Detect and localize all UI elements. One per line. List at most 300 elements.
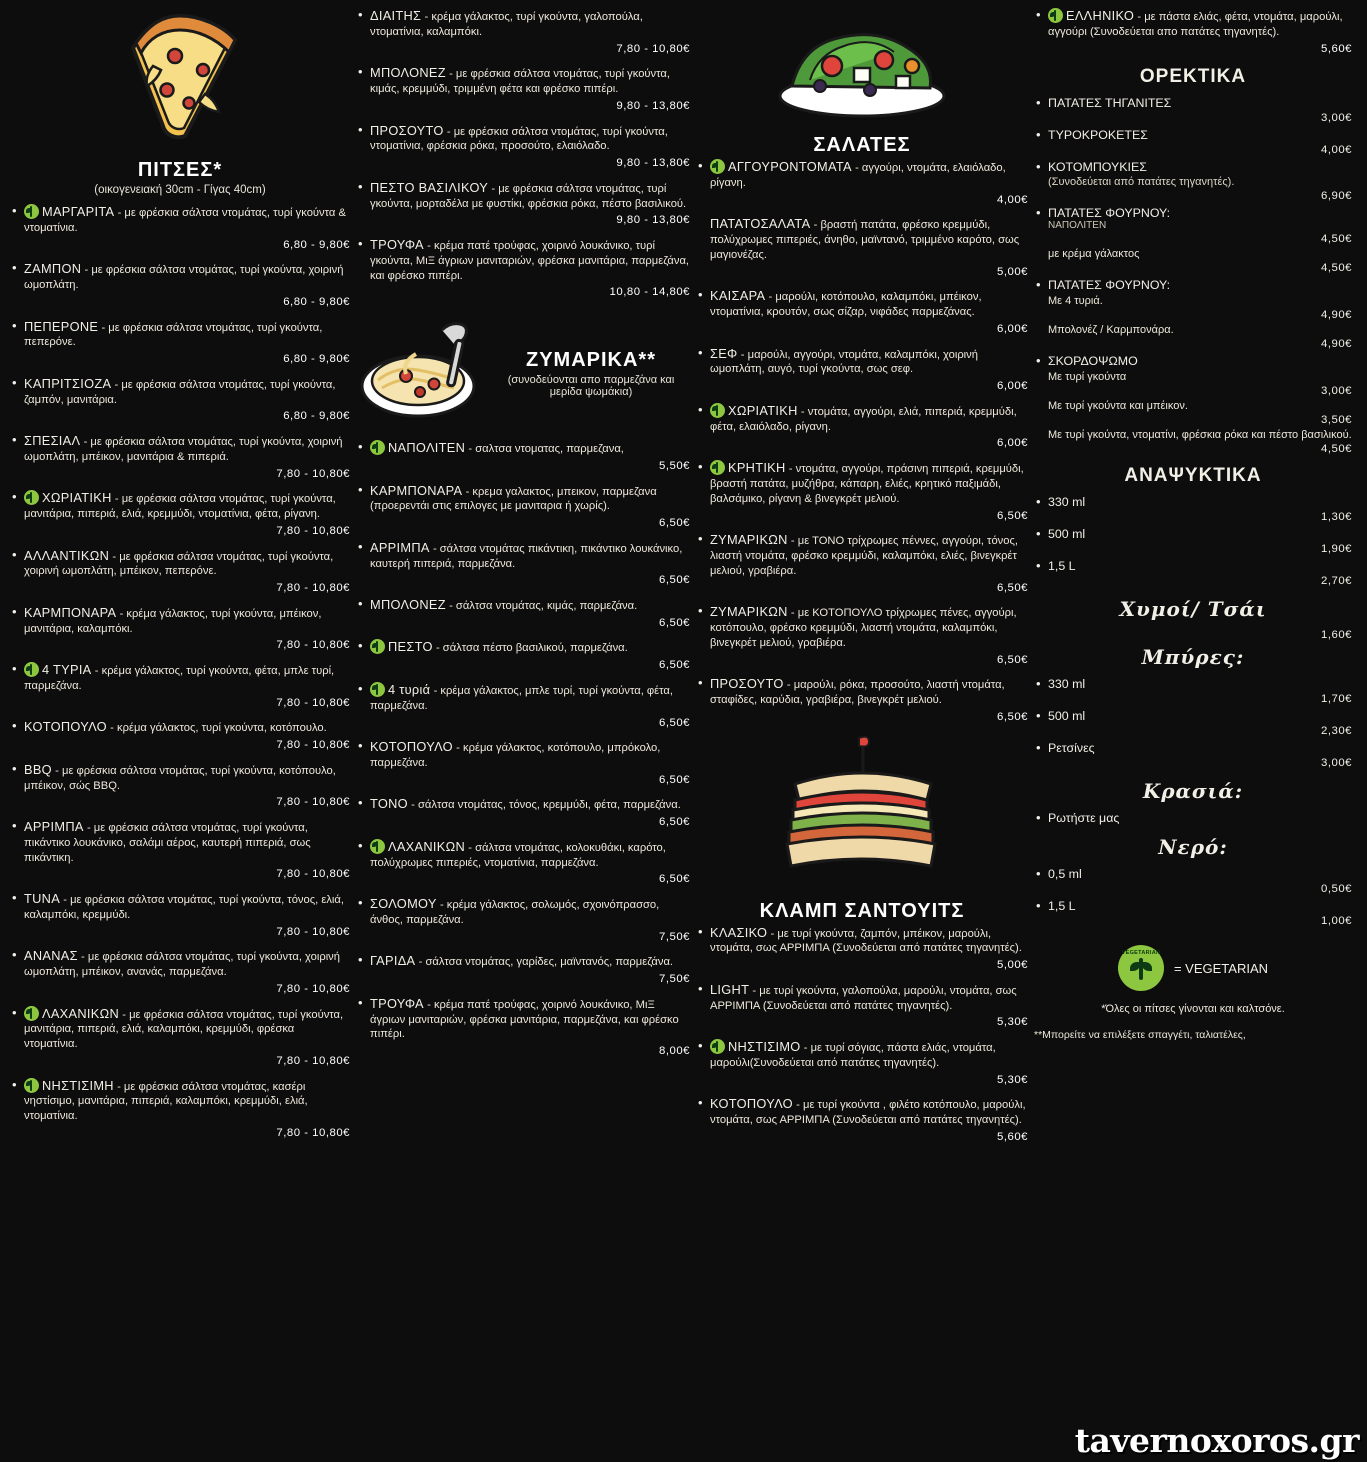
menu-item-description: - με φρέσκια σάλτσα ντομάτας, τυρί γκούντα, χοιρινή ωμοπλάτη, μπέικον, ανανάς, παρμεζάνα. [24, 951, 340, 979]
menu-item-description: - με φρέσκια σάλτσα ντομάτας, τυρί γκούντα, μανιτάρια, πιπεριά, ελιά, καλαμπόκι, κρεμμύδι, φρέσκα ντοματίνια. [24, 1008, 344, 1051]
menu-item-description: - με πάστα ελιάς, φέτα, ντομάτα, μαρούλι, αγγούρι (Συνοδεύεται απο πατάτες τηγανητές). [1048, 11, 1343, 38]
menu-item-name: 500 ml [1048, 527, 1086, 542]
menu-item-name: 4 τυριά [388, 681, 431, 697]
menu-item-description: - με φρέσκια σάλτσα ντομάτας, τυρί γκούντα, χοιρινή ωμοπλάτη, μπέικον, μανιτάρια & πιπεριά. [24, 436, 343, 463]
vegetarian-icon [24, 490, 39, 505]
menu-item-name: ΤΥΡΟΚΡΟΚΕΤΕΣ [1048, 128, 1148, 143]
menu-item-description: - μαρούλι, κοτόπουλο, καλαμπόκι, μπέικον, ντοματίνια, κρουτόν, σως σίζαρ, νιφάδες παρμεζάνας. [710, 291, 982, 319]
menu-item [10, 891, 350, 939]
menu-item-name: ΠΡΟΣΟΥΤΟ [370, 122, 444, 138]
menu-item-price: 7,80 - 10,80€ [276, 739, 350, 752]
pizzas-list-cont [356, 8, 690, 300]
menu-item [696, 159, 1028, 207]
menu-item-price: 6,80 - 9,80€ [283, 410, 350, 423]
vegetarian-badge-caption: VEGETARIAN [1121, 950, 1161, 957]
menu-item [1034, 160, 1352, 202]
menu-item [356, 237, 690, 300]
menu-item-description: - με φρέσκια σάλτσα ντομάτας, τυρί γκούντα, ντοματίνια, φρέσκια ρόκα, προσούτο, ελαιόλαδο. [370, 125, 668, 153]
menu-item-name: 330 ml [1048, 677, 1086, 692]
menu-item [1034, 811, 1352, 825]
menu-item [10, 762, 350, 810]
menu-item-name: ΚΟΤΟΜΠΟΥΚΙΕΣ [1048, 160, 1147, 175]
menu-item-name: ΠΑΤΑΤΕΣ ΤΗΓΑΝΙΤΕΣ [1048, 96, 1172, 111]
menu-item [10, 662, 350, 710]
menu-item-description: - με φρέσκια σάλτσα ντομάτας, τυρί γκούντα, κοτόπουλο, μπέικον, σώς BBQ. [24, 764, 336, 792]
salads-title: ΣΑΛΑΤΕΣ [813, 134, 911, 156]
menu-item-description: - μαρούλι, ρόκα, προσούτο, λιαστή ντομάτα, σταφίδες, καρύδια, γραβιέρα, βινεγκρέτ μελιού. [710, 679, 1005, 707]
menu-item-price: 7,50€ [658, 930, 690, 943]
menu-item-price: 4,90€ [1320, 338, 1352, 351]
menu-item [10, 261, 350, 309]
pasta-footnote: **Μπορείτε να επιλέξετε σπαγγέτι, ταλιατέλες, [1034, 1029, 1246, 1042]
menu-item-name: ΠΑΤΑΤΕΣ ΦΟΥΡΝΟΥ: [1048, 206, 1171, 221]
menu-item-price: 7,80 - 10,80€ [276, 925, 350, 938]
wines-list [1034, 811, 1352, 825]
menu-item [1034, 559, 1352, 587]
menu-item [356, 739, 690, 787]
menu-item [10, 819, 350, 882]
menu-item [1034, 128, 1352, 156]
menu-item-name: 500 ml [1048, 709, 1086, 724]
menu-item-price: 8,00€ [658, 1045, 690, 1058]
vegetarian-icon [710, 403, 725, 418]
menu-item-name: LIGHT [710, 981, 750, 997]
menu-item-price: 6,50€ [658, 816, 690, 829]
menu-item-name: ΚΑΠΡΙΤΣΙΟΖΑ [24, 375, 112, 391]
menu-item-name: ΑΝΑΝΑΣ [24, 948, 78, 964]
menu-item [10, 490, 350, 538]
pasta-title: ΖΥΜΑΡΙΚΑ** [525, 348, 656, 371]
menu-item-price: 6,50€ [658, 716, 690, 729]
menu-item [356, 8, 690, 56]
menu-item-price: 7,80 - 10,80€ [276, 524, 350, 537]
vegetarian-icon [24, 204, 39, 219]
menu-item-price: 1,90€ [1320, 543, 1352, 556]
menu-item [696, 460, 1028, 523]
vegetarian-badge-icon [1118, 945, 1164, 991]
pizza-illustration [10, 8, 350, 153]
menu-item [1034, 527, 1352, 555]
menu-item-name: TUNA [24, 891, 61, 906]
menu-item [10, 204, 350, 252]
pasta-list [356, 440, 690, 1059]
menu-item-name: ΣΚΟΡΔΟΨΩΜΟ [1048, 354, 1138, 369]
pizza-footnote: *Όλες οι πίτσες γίνονται και καλτσόνε. [1101, 1003, 1285, 1016]
menu-item-description: - κρέμα γάλακτος, τυρί γκούντα, φέτα, μπλε τυρί, παρμεζάνα. [24, 665, 335, 692]
menu-item-price: 6,50€ [996, 653, 1028, 666]
garlic-bread [1034, 354, 1352, 455]
club-title: ΚΛΑΜΠ ΣΑΝΤΟΥΙΤΣ [759, 899, 965, 922]
menu-item-price: 9,80 - 13,80€ [616, 214, 690, 227]
menu-item-description: - κρέμα γάλακτος, μπλε τυρί, τυρί γκούντα, φέτα, παρμεζάνα. [370, 684, 673, 712]
menu-item-price: 6,00€ [996, 322, 1028, 335]
menu-item-name: ΑΓΓΟΥΡΟΝΤΟΜΑΤΑ [728, 159, 852, 174]
menu-item-name: ΑΡΡΙΜΠΑ [370, 539, 430, 555]
menu-item-name: ΚΟΤΟΠΟΥΛΟ [24, 719, 107, 735]
column-pizzas-cont-pasta [356, 8, 696, 1458]
menu-item-price: 1,00€ [1320, 915, 1352, 928]
menu-item-price: 7,50€ [658, 973, 690, 986]
menu-item-name: 0,5 ml [1048, 867, 1082, 882]
menu-item-price: 6,50€ [658, 659, 690, 672]
vegetarian-icon [24, 662, 39, 677]
menu-item-price: 0,50€ [1320, 883, 1352, 896]
menu-item-note: Μπολονέζ / Καρμπονάρα. [1048, 324, 1174, 337]
menu-item-name: 4 ΤΥΡΙΑ [42, 662, 92, 677]
menu-item-price: 6,50€ [996, 509, 1028, 522]
menu-item-price: 6,50€ [658, 773, 690, 786]
menu-item-price: 6,50€ [658, 517, 690, 530]
water-title: Νερό: [1158, 835, 1228, 860]
menu-item [1034, 278, 1352, 350]
vegetarian-icon [710, 1039, 725, 1054]
menu-item-description: - με φρέσκια σάλτσα ντομάτας, τυρί γκούντα & ντοματίνια. [24, 207, 346, 234]
menu-item-price: 2,70€ [1320, 575, 1352, 588]
menu-item [356, 953, 690, 986]
menu-item [10, 319, 350, 367]
menu-item-price: 7,80 - 10,80€ [276, 467, 350, 480]
menu-item-name: ΚΛΑΣΙΚΟ [710, 924, 768, 940]
menu-item-price: 7,80 - 10,80€ [276, 982, 350, 995]
menu-item [1034, 8, 1352, 56]
menu-item-price: 6,80 - 9,80€ [283, 295, 350, 308]
menu-item-description: - κρέμα γάλακτος, τυρί γκούντα, μπέικον, μανιτάρια, καλαμπόκι. [24, 607, 322, 635]
menu-item-price: 4,50€ [1320, 233, 1352, 246]
menu-item [10, 719, 350, 752]
menu-item-price: 6,80 - 9,80€ [283, 238, 350, 251]
menu-item-price: 6,50€ [658, 873, 690, 886]
menu-item-name: ΑΡΡΙΜΠΑ [24, 818, 84, 834]
menu-item-price: 9,80 - 13,80€ [616, 99, 690, 112]
menu-item-name: Ρωτήστε μας [1048, 811, 1120, 826]
menu-item-description: - με ΤΟΝΟ τρίχρωμες πέννες, αγγούρι, τόνος, λιαστή ντομάτα, φρέσκο κρεμμύδι, καλαμπόκι, ελιές, βινεγκρέτ μελιού, γραβιέρα. [710, 535, 1018, 577]
menu-item-name: ΠΑΤΑΤΕΣ ΦΟΥΡΝΟΥ: [1048, 278, 1171, 293]
menu-item-name: ΣΟΛΟΜΟΥ [370, 896, 437, 912]
menu-item-name: ΜΠΟΛΟΝΕΖ [370, 65, 446, 81]
menu-item-price: 5,00€ [996, 959, 1028, 972]
menu-item-price: 1,70€ [1320, 693, 1352, 706]
menu-item-price: 5,50€ [658, 459, 690, 472]
appetizers-title: ΟΡΕΚΤΙΚΑ [1139, 66, 1247, 88]
menu-item-price: 5,30€ [996, 1073, 1028, 1086]
menu-item [356, 65, 690, 113]
menu-item-price: 6,80 - 9,80€ [283, 353, 350, 366]
menu-item-name: ΠΕΣΤΟ [388, 639, 433, 655]
menu-item-description: - σαλτσα ντοματας, παρμεζανα, [468, 443, 624, 456]
appetizers-list [1034, 96, 1352, 202]
menu-item-price: 6,50€ [658, 616, 690, 629]
column-appetizers-drinks [1034, 8, 1352, 1458]
vegetarian-legend [1034, 945, 1352, 991]
menu-item-description: - με τυρί γκούντα, γαλοπούλα, μαρούλι, ντομάτα, σως ΑΡΡΙΜΠΑ (Συνοδεύεται από πατάτες τηγανητές). [710, 984, 1017, 1012]
menu-item-name: ΠΡΟΣΟΥΤΟ [710, 676, 784, 692]
menu-item [10, 1078, 350, 1141]
salad-illustration [696, 8, 1028, 128]
menu-item-name: ΠΑΤΑΤΟΣΑΛΑΤΑ [710, 216, 811, 232]
menu-item [696, 982, 1028, 1030]
menu-item [356, 996, 690, 1059]
menu-item-price: 6,50€ [658, 574, 690, 587]
menu-item-name: ΜΑΡΓΑΡΙΤΑ [42, 204, 115, 219]
menu-item-name: ΕΛΛΗΝΙΚΟ [1066, 8, 1135, 23]
menu-item-price: 6,00€ [996, 437, 1028, 450]
wines-title: Κρασιά: [1142, 779, 1244, 804]
menu-item-price: 6,50€ [996, 710, 1028, 723]
menu-item [356, 123, 690, 171]
menu-item-name: ΝΗΣΤΙΣΙΜΟ [728, 1039, 801, 1055]
menu-item-name: ΝΑΠΟΛΙΤΕΝ [388, 440, 466, 456]
menu-item-description: - σάλτσα ντομάτας, τόνος, κρεμμύδι, φέτα, παρμεζάνα. [411, 799, 681, 812]
menu-item-description: - με τυρί γκούντα , φιλέτο κοτόπουλο, μαρούλι, ντομάτα, σως ΑΡΡΙΜΠΑ (Συνοδεύεται από πατάτες τηγανητές). [710, 1099, 1026, 1127]
menu-item-note: (Συνοδεύεται από πατάτες τηγανητές). [1048, 176, 1235, 189]
menu-item-price: 4,00€ [996, 193, 1028, 206]
brand-logo: tavernoxoros.gr [1074, 1421, 1359, 1460]
menu-item-description: - με φρέσκια σάλτσα ντομάτας, τυρί γκούντα, τόνος, ελιά, καλαμπόκι, κρεμμύδι. [24, 894, 344, 921]
water-list [1034, 867, 1352, 927]
pizzas-title: ΠΙΤΣΕΣ* [137, 159, 223, 181]
vegetarian-icon [710, 460, 725, 475]
menu-item-price: 7,80 - 10,80€ [276, 639, 350, 652]
menu-item-description: - με φρέσκια σάλτσα ντομάτας, κασέρι νηστίσιμο, μανιτάρια, πιπεριά, καλαμπόκι, κρεμμύδι, ελιά, ντοματίνια. [24, 1080, 308, 1123]
menu-item [1034, 206, 1352, 274]
menu-item-description: - με φρέσκια σάλτσα ντομάτας, τυρί γκούντα, πεπερόνε. [24, 321, 323, 349]
menu-item-note: με κρέμα γάλακτος [1048, 248, 1140, 261]
menu-item [356, 682, 690, 730]
menu-item [1034, 709, 1352, 737]
beers-title: Μπύρες: [1141, 645, 1245, 670]
menu-item [1034, 867, 1352, 895]
menu-item-description: - κρέμα πατέ τρούφας, χοιρινό λουκάνικο, ΜιΞ άγριων μανιταριών, φρέσκα μανιτάρια, παρμεζάνα, και φρέσκο πιπέρι. [370, 998, 679, 1041]
menu-item-name: ΤΟΝΟ [370, 796, 408, 812]
menu-item [356, 839, 690, 887]
menu-item [1034, 899, 1352, 927]
menu-item-description: - με τυρί γκούντα, ζαμπόν, μπέικον, μαρούλι, ντομάτα, σως ΑΡΡΙΜΠΑ (Συνοδεύεται από πατάτες τηγανητές). [710, 927, 1022, 955]
juices-price: 1,60€ [1320, 629, 1352, 642]
menu-item-description: - σάλτσα πέστο βασιλικού, παρμεζάνα. [435, 642, 628, 655]
menu-item-name: 1,5 L [1048, 899, 1076, 914]
menu-item [356, 597, 690, 630]
menu-item [10, 548, 350, 596]
menu-item-description: - κρέμα γάλακτος, κοτόπουλο, μπρόκολο, παρμεζάνα. [370, 742, 661, 769]
menu-item-price: 9,80 - 13,80€ [616, 157, 690, 170]
menu-item-name: ΖΥΜΑΡΙΚΩΝ [710, 532, 788, 548]
menu-item-price: 3,00€ [1320, 385, 1352, 398]
sandwich-illustration [696, 734, 1028, 894]
menu-item-name: ΤΡΟΥΦΑ [370, 237, 424, 252]
menu-item [356, 540, 690, 588]
menu-item-description: - σάλτσα ντομάτας, γαρίδες, μαϊντανός, παρμεζάνα. [418, 956, 674, 969]
menu-item-price: 2,30€ [1320, 725, 1352, 738]
pizzas-subtitle: (οικογενειακή 30cm - Γίγας 40cm) [94, 184, 266, 196]
menu-item [696, 604, 1028, 667]
menu-item-name: ΛΑΧΑΝΙΚΩΝ [42, 1005, 119, 1021]
menu-item-price: 1,30€ [1320, 511, 1352, 524]
menu-item-note: Με 4 τυριά. [1048, 295, 1103, 308]
menu-item-name: ΓΑΡΙΔΑ [370, 953, 416, 969]
menu-item-name: ΧΩΡΙΑΤΙΚΗ [42, 490, 112, 506]
menu-item [10, 948, 350, 996]
vegetarian-icon [710, 159, 725, 174]
menu-item-price: 4,50€ [1320, 443, 1352, 456]
menu-item-price: 3,00€ [1320, 757, 1352, 770]
menu-item-price: 7,80 - 10,80€ [616, 42, 690, 55]
menu-item [1034, 677, 1352, 705]
menu-item-price: 7,80 - 10,80€ [276, 696, 350, 709]
column-salads-club [696, 8, 1034, 1458]
menu-item-description: - κρέμα πατέ τρούφας, χοιρινό λουκάνικο, τυρί γκούντα, ΜιΞ άγριων μανιταριών, φρέσκα μανιτάρια, παρμεζάνα, και φρέσκο πιπέρι. [370, 240, 690, 282]
menu-item [696, 1096, 1028, 1144]
menu-item-price: 7,80 - 10,80€ [276, 1054, 350, 1067]
menu-item [10, 433, 350, 481]
menu-item-name: ΑΛΛΑΝΤΙΚΩΝ [24, 547, 110, 563]
menu-item-note: Με τυρί γκούντα και μπέικον. [1048, 400, 1188, 413]
menu-item-description: - με φρέσκια σάλτσα ντομάτας, τυρί γκούντα, μανιτάρια, πιπεριά, ελιά, κρεμμύδι, ντοματίνια, φέτα, ρίγανη. [24, 493, 336, 521]
beers-list [1034, 677, 1352, 769]
menu-item [696, 532, 1028, 595]
juices-title: Χυμοί/ Τσάι [1119, 597, 1267, 622]
menu-item-name: ΚΑΡΜΠΟΝΑΡΑ [370, 482, 463, 498]
menu-item [356, 639, 690, 672]
menu-item-name: ΚΑΙΣΑΡΑ [710, 288, 766, 304]
menu-item-description: - με τυρί σόγιας, πάστα ελιάς, ντομάτα, μαρούλι(Συνοδεύεται από πατάτες τηγανητές). [710, 1042, 996, 1069]
menu-item-price: 3,50€ [1320, 414, 1352, 427]
menu-item-description: - σάλτσα ντομάτας, κιμάς, παρμεζάνα. [449, 600, 638, 612]
vegetarian-icon [24, 1006, 39, 1021]
menu-item [696, 676, 1028, 724]
menu-item-price: 7,80 - 10,80€ [276, 1127, 350, 1140]
menu-item [696, 216, 1028, 279]
menu-item-price: 4,90€ [1320, 309, 1352, 322]
pasta-illustration [356, 314, 486, 434]
menu-item-note: Με τυρί γκούντα, ντοματίνι, φρέσκια ρόκα και πέστο βασιλικού. [1048, 429, 1352, 442]
salads-list [696, 159, 1028, 725]
softdrinks-title: ΑΝΑΨΥΚΤΙΚΑ [1124, 465, 1262, 487]
menu-item [356, 440, 690, 473]
pizzas-list [10, 204, 350, 1141]
menu-item-price: 6,50€ [996, 581, 1028, 594]
menu-item-note: Με τυρί γκούντα [1048, 371, 1127, 384]
menu-item-description: - μαρούλι, αγγούρι, ντομάτα, καλαμπόκι, χοιρινή ωμοπλάτη, αυγό, τυρί γκούντα, σως σεφ. [710, 348, 978, 376]
menu-item-price: 10,80 - 14,80€ [609, 286, 690, 299]
menu-item-description: - με φρέσκια σάλτσα ντομάτας, τυρί γκούντα, χοιρινή ωμοπλάτη. [24, 264, 344, 292]
menu-item-description: - με φρέσκια σάλτσα ντομάτας, τυρί γκούντα, χοιρινή ωμοπλάτη, μπέικον, πεπερόνε. [24, 550, 334, 578]
menu-item-description: - με ΚΟΤΟΠΟΥΛΟ τρίχρωμες πένες, αγγούρι, κοτόπουλο, φρέσκο κρεμμύδι, λιαστή ντομάτα, καλαμπόκι, βινεγκρέτ μελιού, γραβιέρα. [710, 607, 1017, 649]
menu-item-description: - με φρέσκια σάλτσα ντομάτας, τυρί γκούντα, πικάντικο λουκάνικο, σαλάμι αέρος, καυτερή πιπεριά, σως πικάντικη. [24, 821, 311, 864]
menu-item [1034, 495, 1352, 523]
menu-item-name: ΖΑΜΠΟΝ [24, 261, 82, 277]
menu-item-name: ΖΥΜΑΡΙΚΩΝ [710, 604, 788, 620]
menu-item-price: 6,00€ [996, 380, 1028, 393]
menu-item-price: 7,80 - 10,80€ [276, 796, 350, 809]
menu-item-name: ΧΩΡΙΑΤΙΚΗ [728, 402, 798, 418]
menu-item-name: ΚΑΡΜΠΟΝΑΡΑ [24, 604, 117, 620]
oven-potatoes-1 [1034, 206, 1352, 274]
menu-item-name: Ρετσίνες [1048, 741, 1095, 756]
menu-item [356, 896, 690, 944]
menu-item-note: ΝΑΠΟΛΙΤΕΝ [1048, 220, 1107, 232]
menu-item-price: 7,80 - 10,80€ [276, 582, 350, 595]
menu-item-name: ΣΠΕΣΙΑΛ [24, 433, 81, 448]
menu-item-description: - σάλτσα ντομάτας, κολοκυθάκι, καρότο, πολύχρωμες πιπεριές, ντοματίνια, παρμεζάνα. [370, 841, 666, 869]
menu-item [10, 605, 350, 653]
menu-item [1034, 96, 1352, 124]
menu-item-name: ΚΡΗΤΙΚΗ [728, 460, 786, 476]
column-pizzas [10, 8, 356, 1458]
menu-item-description: - με φρέσκια σάλτσα ντομάτας, τυρί γκούντα, ζαμπόν, μανιτάρια. [24, 378, 336, 406]
menu-item [356, 483, 690, 531]
menu-item [1034, 354, 1352, 455]
menu-item-description: - κρέμα γάλακτος, τυρί γκούντα, κοτόπουλο. [110, 722, 327, 735]
menu-item [696, 403, 1028, 451]
menu-item-price: 3,00€ [1320, 112, 1352, 125]
menu-item-name: ΠΕΠΕΡΟΝΕ [24, 318, 99, 334]
menu-item-price: 6,90€ [1320, 190, 1352, 203]
club-top-list [1034, 8, 1352, 56]
menu-item-description: - με φρέσκια σάλτσα ντομάτας, τυρί γκούντα, μορταδέλα με φυστίκι, φρέσκια ρόκα, πέστο βασιλικού. [370, 182, 687, 210]
vegetarian-icon [24, 1078, 39, 1093]
menu-item-description: - κρέμα γάλακτος, σολωμός, σχοινόπρασσο, άνθος, παρμεζάνα. [370, 899, 660, 926]
pasta-subtitle: (συνοδεύονται απο παρμεζάνα και μερίδα ψωμάκια) [507, 373, 675, 398]
club-list [696, 925, 1028, 1145]
menu-item [356, 180, 690, 228]
menu-item-name: ΤΡΟΥΦΑ [370, 995, 424, 1011]
menu-item [696, 1039, 1028, 1087]
menu-item-name: ΠΕΣΤΟ ΒΑΣΙΛΙΚΟΥ [370, 179, 489, 195]
menu-item-name: ΜΠΟΛΟΝΕΖ [370, 597, 446, 612]
menu-item [10, 1006, 350, 1069]
menu-item-description: - κρέμα γάλακτος, τυρί γκούντα, γαλοπούλα, ντοματίνια, καλαμπόκι. [370, 11, 643, 38]
menu-item-description: - αγγούρι, ντομάτα, ελαιόλαδο, ρίγανη. [710, 162, 1006, 189]
menu-item-price: 5,00€ [996, 265, 1028, 278]
menu-item-name: ΝΗΣΤΙΣΙΜΗ [42, 1077, 114, 1093]
menu-item-name: BBQ [24, 761, 52, 777]
softdrinks-list [1034, 495, 1352, 587]
menu-item [696, 346, 1028, 394]
menu-item-description: - βραστή πατάτα, φρέσκο κρεμμύδι, πολύχρωμες πιπεριές, άνηθο, μαϊντανό, τριμμένο καρότο, σως μαγιονέζας. [710, 219, 1020, 261]
menu-item-name: ΚΟΤΟΠΟΥΛΟ [370, 739, 453, 755]
menu-item-name: 330 ml [1048, 495, 1086, 510]
menu-item-description: - ντομάτα, αγγούρι, ελιά, πιπεριά, κρεμμύδι, φέτα, ελαιόλαδο, ρίγανη. [710, 405, 1017, 433]
menu-item [1034, 741, 1352, 769]
vegetarian-icon [370, 682, 385, 697]
menu-item-price: 5,30€ [996, 1016, 1028, 1029]
menu-item-name: ΚΟΤΟΠΟΥΛΟ [710, 1096, 793, 1112]
vegetarian-icon [370, 440, 385, 455]
menu-item-name: ΛΑΧΑΝΙΚΩΝ [388, 838, 465, 854]
menu-item-price: 4,50€ [1320, 262, 1352, 275]
menu-item [696, 288, 1028, 336]
menu-item-price: 7,80 - 10,80€ [276, 868, 350, 881]
menu-item [696, 925, 1028, 973]
vegetarian-icon [370, 839, 385, 854]
menu-item-description: - κρεμα γαλακτος, μπεικον, παρμεζανα (προερεντάι στις επιλογες με μανιταρια ή χωρίς). [370, 485, 657, 513]
oven-potatoes-2 [1034, 278, 1352, 350]
menu-item-price: 4,00€ [1320, 144, 1352, 157]
vegetarian-legend-label: = VEGETARIAN [1173, 960, 1269, 976]
menu-item [10, 376, 350, 424]
menu-item-price: 5,60€ [996, 1130, 1028, 1143]
menu-item-name: 1,5 L [1048, 559, 1076, 574]
menu-item-name: ΔΙΑΙΤΗΣ [370, 8, 422, 23]
menu-item-description: - με φρέσκια σάλτσα ντομάτας, τυρί γκούντα, κιμάς, κρεμμύδι, τριμμένη φέτα και φρέσκο πιπέρι. [370, 68, 670, 96]
menu-item-name: ΣΕΦ [710, 345, 738, 361]
menu-item-price: 5,60€ [1320, 42, 1352, 55]
vegetarian-icon [1048, 8, 1063, 23]
menu-item-description: - ντομάτα, αγγούρι, πράσινη πιπεριά, κρεμμύδι, βραστή πατάτα, μυζήθρα, κάπαρη, ελιές, κρητικό παξιμάδι, βαλσάμικο, ρίγανη & βινεγκρέτ μελιού. [710, 463, 1024, 505]
menu-item-description: - σάλτσα ντομάτας πικάντικη, πικάντικο λουκάνικο, καυτερή πιπεριά, παρμεζάνα. [370, 542, 683, 570]
vegetarian-icon [370, 639, 385, 654]
menu-item [356, 796, 690, 829]
